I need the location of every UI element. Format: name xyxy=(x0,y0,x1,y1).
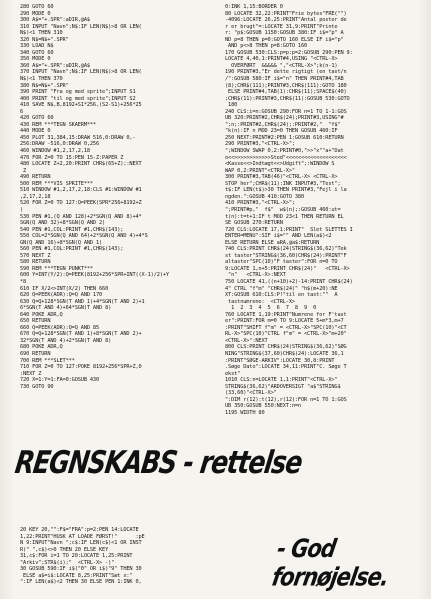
code-line: 190 PRINT#3,"Er dette rigtigt (en tast/n xyxy=(225,69,347,76)
code-line: 710 FOR Z=0 TO 127:POKE 8192+256*SPR+Z,0 xyxy=(20,364,142,371)
signoff-text: - God fornøjelse. xyxy=(269,534,391,592)
code-line: 0:INK 1,15:BORDER 0 xyxy=(225,4,283,10)
code-line: OVERFØRT &&&&& ","<CTRL-X>";k(n-1) xyxy=(225,62,338,69)
code-line: tastnumrene: <CTRL-X> xyxy=(225,298,295,305)
code-line: 740 CLS:PRINT CHR$(24)STRING$(36,62)"Tek xyxy=(225,246,347,253)
code-line: 540 PEN #1,COL:PRINT #1,CHR$(143); xyxy=(20,226,124,233)
code-line: /":GOSUB 580:IF i$="n" THEN PRINT#4,TAB xyxy=(225,76,344,83)
basic-listing-accounting-correction-start xyxy=(20,527,218,597)
code-line: N$)<1 THEN 370 xyxy=(20,76,63,83)
code-line: 320 N$=N$+".SPR" xyxy=(20,36,69,43)
code-line: 390 PRINT "Fra og med sprite";INPUT S1 xyxy=(20,89,136,96)
code-line: 170 GOSUB 530:CLS:p=p:p=2:GOSUB 290:PEN 9: xyxy=(225,49,353,56)
code-line: "Arkiv";STR$(i);" <CTRL-X> -)" xyxy=(20,559,115,566)
code-line: 410 SAVE N$,B,8192+S1*256,(S2-S1)+256*25 xyxy=(20,102,142,109)
code-line: 430 REM ***TEGN SKAERM*** xyxy=(20,121,96,128)
code-line: 6*SGN(T AND 4)+64*SGN(T AND 8) xyxy=(20,305,112,312)
code-line: SGN(Q AND 32)+8*SGN(Q AND 2) xyxy=(20,220,106,227)
code-line: 256:DRAW -516,0:DRAW 0,256 xyxy=(20,141,100,148)
code-line: 730 GOTO 90 xyxy=(20,383,54,390)
code-line: t$:IF LEN(t$)>30 THEN PRINT#3,"Fejl i la xyxy=(225,187,347,194)
code-line: <Kasse<<>Indtægt<<>Udgift";:WINDOW S xyxy=(225,161,335,168)
code-line: 660 Q=PEEK(ADR):Q=Q AND 85 xyxy=(20,324,100,331)
code-line: 1 2 3 4 5 6 7 8 9 0 xyxy=(225,305,317,312)
code-line: N 9:INPUT"Navn ";c$:IF LEN(c$)<1 OR INST xyxy=(20,540,142,547)
code-line: 720 CLS:LOCATE 17,1:PRINT" Slet SLETTES I xyxy=(225,226,353,233)
code-line: ";n;:PRINT#2,CHR$(24);:PRINT#2," "f$" xyxy=(225,121,341,128)
code-line: 360 A$="+.SPR":aDIR,@A$ xyxy=(20,62,90,69)
code-line: 380 N$=N$+".SPR" xyxy=(20,82,69,89)
code-line: 760 LOCATE 1,19:PRINT"Numrene for F'tast xyxy=(225,311,347,318)
code-line: 9:LOCATE 1,n+5:PRINT CHR$(24)" <CTRL-X> xyxy=(225,265,350,272)
code-line: 580 RETURN xyxy=(20,259,51,266)
code-line: 700 REM ***SLET*** xyxy=(20,357,75,364)
code-line: <CTRL-X>":NEXT xyxy=(225,337,268,344)
code-line: 530 PEN #1,(Q AND 128)+2*SGN(Q AND 8)+4* xyxy=(20,213,142,220)
code-line: ":DIM r(12):t(12),r(12):FOR n=1 TO 1:GOS xyxy=(225,396,347,403)
code-line: 400 PRINT "til og med sprite";INPUT S2 xyxy=(20,95,136,102)
code-line: 20 KEY 20,"":F$="FRA":p=2:PEN 14:LOCATE xyxy=(20,527,139,533)
code-line: 550 COL=2*SGN(Q AND 64)+2*SGN(Q AND 4)+4*S xyxy=(20,233,148,240)
code-line: r: "p$:GOSUB 1150:GOSUB 380:IF i$="p" A xyxy=(225,30,344,37)
code-line: .Søge Dato":LOCATE 34,11:PRINT"C. Søge T xyxy=(225,364,347,371)
code-line: XT:GOSUB 610:CLS:P!"til en tast:"" A xyxy=(225,292,338,299)
code-line: 520 FOR Z=0 TO 127:Q=PEEK(SPR*256+8192+Z xyxy=(20,200,142,207)
code-line: 410 PRINT#3,"<CTRL-X>"; xyxy=(225,200,295,207)
code-line: 180 xyxy=(225,102,238,109)
code-line: 560 PEN #1,COL:PRINT #1,CHR$(143); xyxy=(20,246,124,253)
code-line: 620 Q=PEEK(ADR):Q=Q AND 170 xyxy=(20,292,103,299)
code-line: 31,c$:FOR i=1 TO 20:LOCATE 1,25:PRINT xyxy=(20,553,133,560)
code-line: o<<>>>>>>>>>>>>Sted"<<<<<<<<<<<<<<<<<<<< xyxy=(225,154,347,161)
code-line: NING"STRING$(37,60)CHR$(24):LOCATE 36,1 xyxy=(225,350,344,357)
code-line: 1,22:PRINT"HUSK AT LOADE FØRST!" :pE xyxy=(20,533,145,540)
code-line: 510 WINDOW #1,2,17,2,18:CLS #1:WINDOW #1 xyxy=(20,187,142,194)
code-line: er":PRINT:FOR m=0 TO 9:LOCATE 5+m*3,m+7 xyxy=(225,318,344,325)
code-line: 610 IF X/2<>INT(X/2) THEN 660 xyxy=(20,285,109,292)
code-line: STRING$(36,62)"ARDOVERSIGT "a$"STRING$ xyxy=(225,383,341,390)
code-line: st taster"STRING$(36,60)CHR$(24):PRINT"F xyxy=(225,252,347,259)
code-line: ekst" xyxy=(225,370,241,377)
code-line: 1195 WIDTH 80 xyxy=(225,409,265,416)
code-line: UB 350:GOSUB 550:NEXT:n=n xyxy=(225,403,301,410)
correction-heading: REGNSKABS - rettelse xyxy=(12,444,304,481)
code-line: LOCATE 4,40,1:PRINT#4,USING "<CTRL-X> xyxy=(225,56,338,63)
code-line: 750 LOCATE 41,((n+10)+2)-14:PRINT CHR$(24) xyxy=(225,278,353,285)
code-line: "k(n):IF n MOD 23=0 THEN GOSUB 460:IF xyxy=(225,128,338,135)
code-line: 280 GOTO 60 xyxy=(20,4,54,10)
code-line: 290 PRINT#3,"<CTRL-X>"; xyxy=(225,141,295,148)
code-line: 80 LOCATE 32,22:PRINT"Frie bytes"FRE("") xyxy=(225,10,347,17)
code-line: 460 WINDOW #1,2,17,2,18 xyxy=(20,148,90,155)
basic-listing-accounting-correction-continued xyxy=(225,4,423,438)
code-line: 490 RETURN xyxy=(20,174,51,181)
code-line: 420 GOTO 60 xyxy=(20,115,54,122)
code-line: 680 POKE ADR,Q xyxy=(20,344,63,351)
code-line: 640 POKE ADR,Q xyxy=(20,311,63,318)
code-line: 590 REM ***TEGN PUNKT*** xyxy=(20,265,93,272)
code-line: r er brugt"=:LOCATE 31,9:PRINT"Printe xyxy=(225,23,338,30)
code-line: 440 MODE 0 xyxy=(20,128,51,135)
code-line: 240 CLS:i=n:GOSUB 290:FOR n=1 TO 1-1:GOS xyxy=(225,108,347,115)
code-line: "n" <CTRL-X>:NEXT xyxy=(225,272,286,279)
code-line: ND p=8 THEN p=0:GOTO 160 ELSE IF i$="p" xyxy=(225,36,344,43)
code-line: 600 Y=INT(Y/2):Q=PEEK(8192+256*SPR+INT((X-1)/2)+Y xyxy=(20,272,169,279)
code-line: STOP her";CHR$(11):INK INPUT#3,"Test"; xyxy=(225,180,341,187)
code-line: ELSE a$=i$:LOCATE 8,25:PRINT"Sæt x:" xyxy=(20,572,133,579)
code-line: 290 MODE 0 xyxy=(20,10,51,17)
code-line: 570 NEXT Z xyxy=(20,252,51,259)
code-line: 6 xyxy=(20,108,24,115)
code-line: 470 FOR Z=0 TO 15:PEN 15-Z:PAPER Z xyxy=(20,154,124,161)
code-line: 370 INPUT "Navn";N$:IF LEN(N$)>8 OR LEN( xyxy=(20,69,142,76)
code-line: 350 MODE 0 xyxy=(20,56,51,63)
code-line: 300 PRINT#3,TAB(46)"<CTRL-X> <CTRL-X> xyxy=(225,174,338,181)
code-line: 300 A$="+.SPR":aDIR,@A$ xyxy=(20,17,90,24)
code-line: ";WINDOW SWAP 0,2:PRINT#0,">>"x""a+"Dat xyxy=(225,148,344,155)
code-line: :PRINT"SHIFT f"m" = <CTRL-X>"SPC(10)"<CT xyxy=(225,324,347,331)
code-line: 310 INPUT "Navn";N$:IF LEN(N$)>8 OR LEN( xyxy=(20,23,142,30)
code-line: 4" CTRL "f"m" "CHR$(24)" "h$(m+20):NE xyxy=(225,285,338,292)
code-line: *8 xyxy=(20,278,27,285)
code-line: ENTER=MENU":SIF i$="" AND LEN(a$)<2 xyxy=(225,233,332,240)
code-line: RL-X>"SPC(10)"CTRL f"m" = <CTRL-X>"m+20" xyxy=(225,331,347,338)
code-line: (8);CHR$(111);PRINT#3,CHR$(111):GOTO 180 xyxy=(225,82,347,89)
code-line: ngden.":GOSUB 410:GOTO 380 xyxy=(225,193,305,200)
code-line: :NEXT Z xyxy=(20,370,42,377)
code-line: 720 X=1:Y=1:FA=0:GOSUB 430 xyxy=(20,377,100,384)
code-line: 330 LOAD N$ xyxy=(20,43,54,50)
code-line: 32*SGN(T AND 4)+2*SGN(T AND 8) xyxy=(20,337,112,344)
code-line: N$)<1 THEN 310 xyxy=(20,30,63,37)
code-line: Z xyxy=(20,167,27,174)
code-line: ":IF LEN(a$)<2 THEN 30 ELSE PEN 1:INK 0, xyxy=(20,579,142,586)
code-line: ;CHR$(11):PRINT#3,CHR$(11):GOSUB 530:GOTO xyxy=(225,95,350,102)
code-line: 30 GOSUB 590:IF i$("0" OR i$)"9" THEN 30 xyxy=(20,566,142,573)
code-line: :PRINT"SØGE-ARKIV":LOCATE 30,8:PRINT xyxy=(225,357,335,364)
code-line: 450 PLOT 31,384,15:DRAW 516,0:DRAW 0,- xyxy=(20,134,136,141)
code-line: WAP 0,2:PRINT"<CTRL-X>" xyxy=(225,167,295,174)
code-line: UB 320:PRINT#2,CHR$(24);PRINT#3,USING"# xyxy=(225,115,344,122)
code-line: ELSE RETURN ELSE aRA,@a$:RETURN xyxy=(225,239,320,246)
code-line: 1010 CLS:n=LOCATE 1,1:PRINT"<CTRL-X>" xyxy=(225,377,338,384)
code-line: 250 NEXT:PRINT#2:PEN 1:GOSUB 610:RETURN xyxy=(225,134,344,141)
code-line: altaster"SPC(10)"F taster":FOR n=0 TO xyxy=(225,259,338,266)
code-line: 670 Q=Q+128*SGN(T AND 1)+8*SGN(T AND 2)+ xyxy=(20,331,142,338)
basic-listing-sprite-editor xyxy=(20,4,218,392)
code-line: t(n):t=t+1:IF t MOD 23<1 THEN RETURN EL xyxy=(225,213,344,220)
code-line: 690 RETURN xyxy=(20,350,51,357)
code-line: ";PRINT#p," f$" w$(n);:GOSUB 460:ut= xyxy=(225,206,341,213)
code-line: R(" ",c$)<>0 THEN 20 ELSE KEY xyxy=(20,546,109,553)
code-line: GN(Q AND 16)+8*SGN(Q AND 1) xyxy=(20,239,103,246)
code-line: 340 GOTO 60 xyxy=(20,49,54,56)
code-line: AND p<>8 THEN p=8:GOTO 160 xyxy=(225,43,308,50)
code-line: 630 Q=Q+128*SGN(T AND 1)+4*SGN(T AND 2)+1 xyxy=(20,298,145,305)
code-line: -4096:LOCATE 26,25:PRINT"Antal poster de xyxy=(225,17,347,24)
code-line: 480 LOCATE Z+2,20:PRINT CHR$(65+Z);:NEXT xyxy=(20,161,142,168)
code-line: (33,60)"<CTRL-X>" xyxy=(225,390,277,397)
code-line: SE GOSUB 270:RETURN xyxy=(225,220,283,227)
code-line: ,2,17,2,18 xyxy=(20,193,51,200)
code-line: 500 REM ***VIS SPRITE*** xyxy=(20,180,93,187)
code-line: 800 CLS:PRINT CHR$(24)STRING$(36,62)"SØG xyxy=(225,344,347,351)
code-line: 650 RETURN xyxy=(20,318,51,325)
code-line: ) xyxy=(20,206,24,213)
code-line: ELSE PRINT#4,TAB(1):CHR$(11);SPACE$(40) xyxy=(225,89,347,96)
